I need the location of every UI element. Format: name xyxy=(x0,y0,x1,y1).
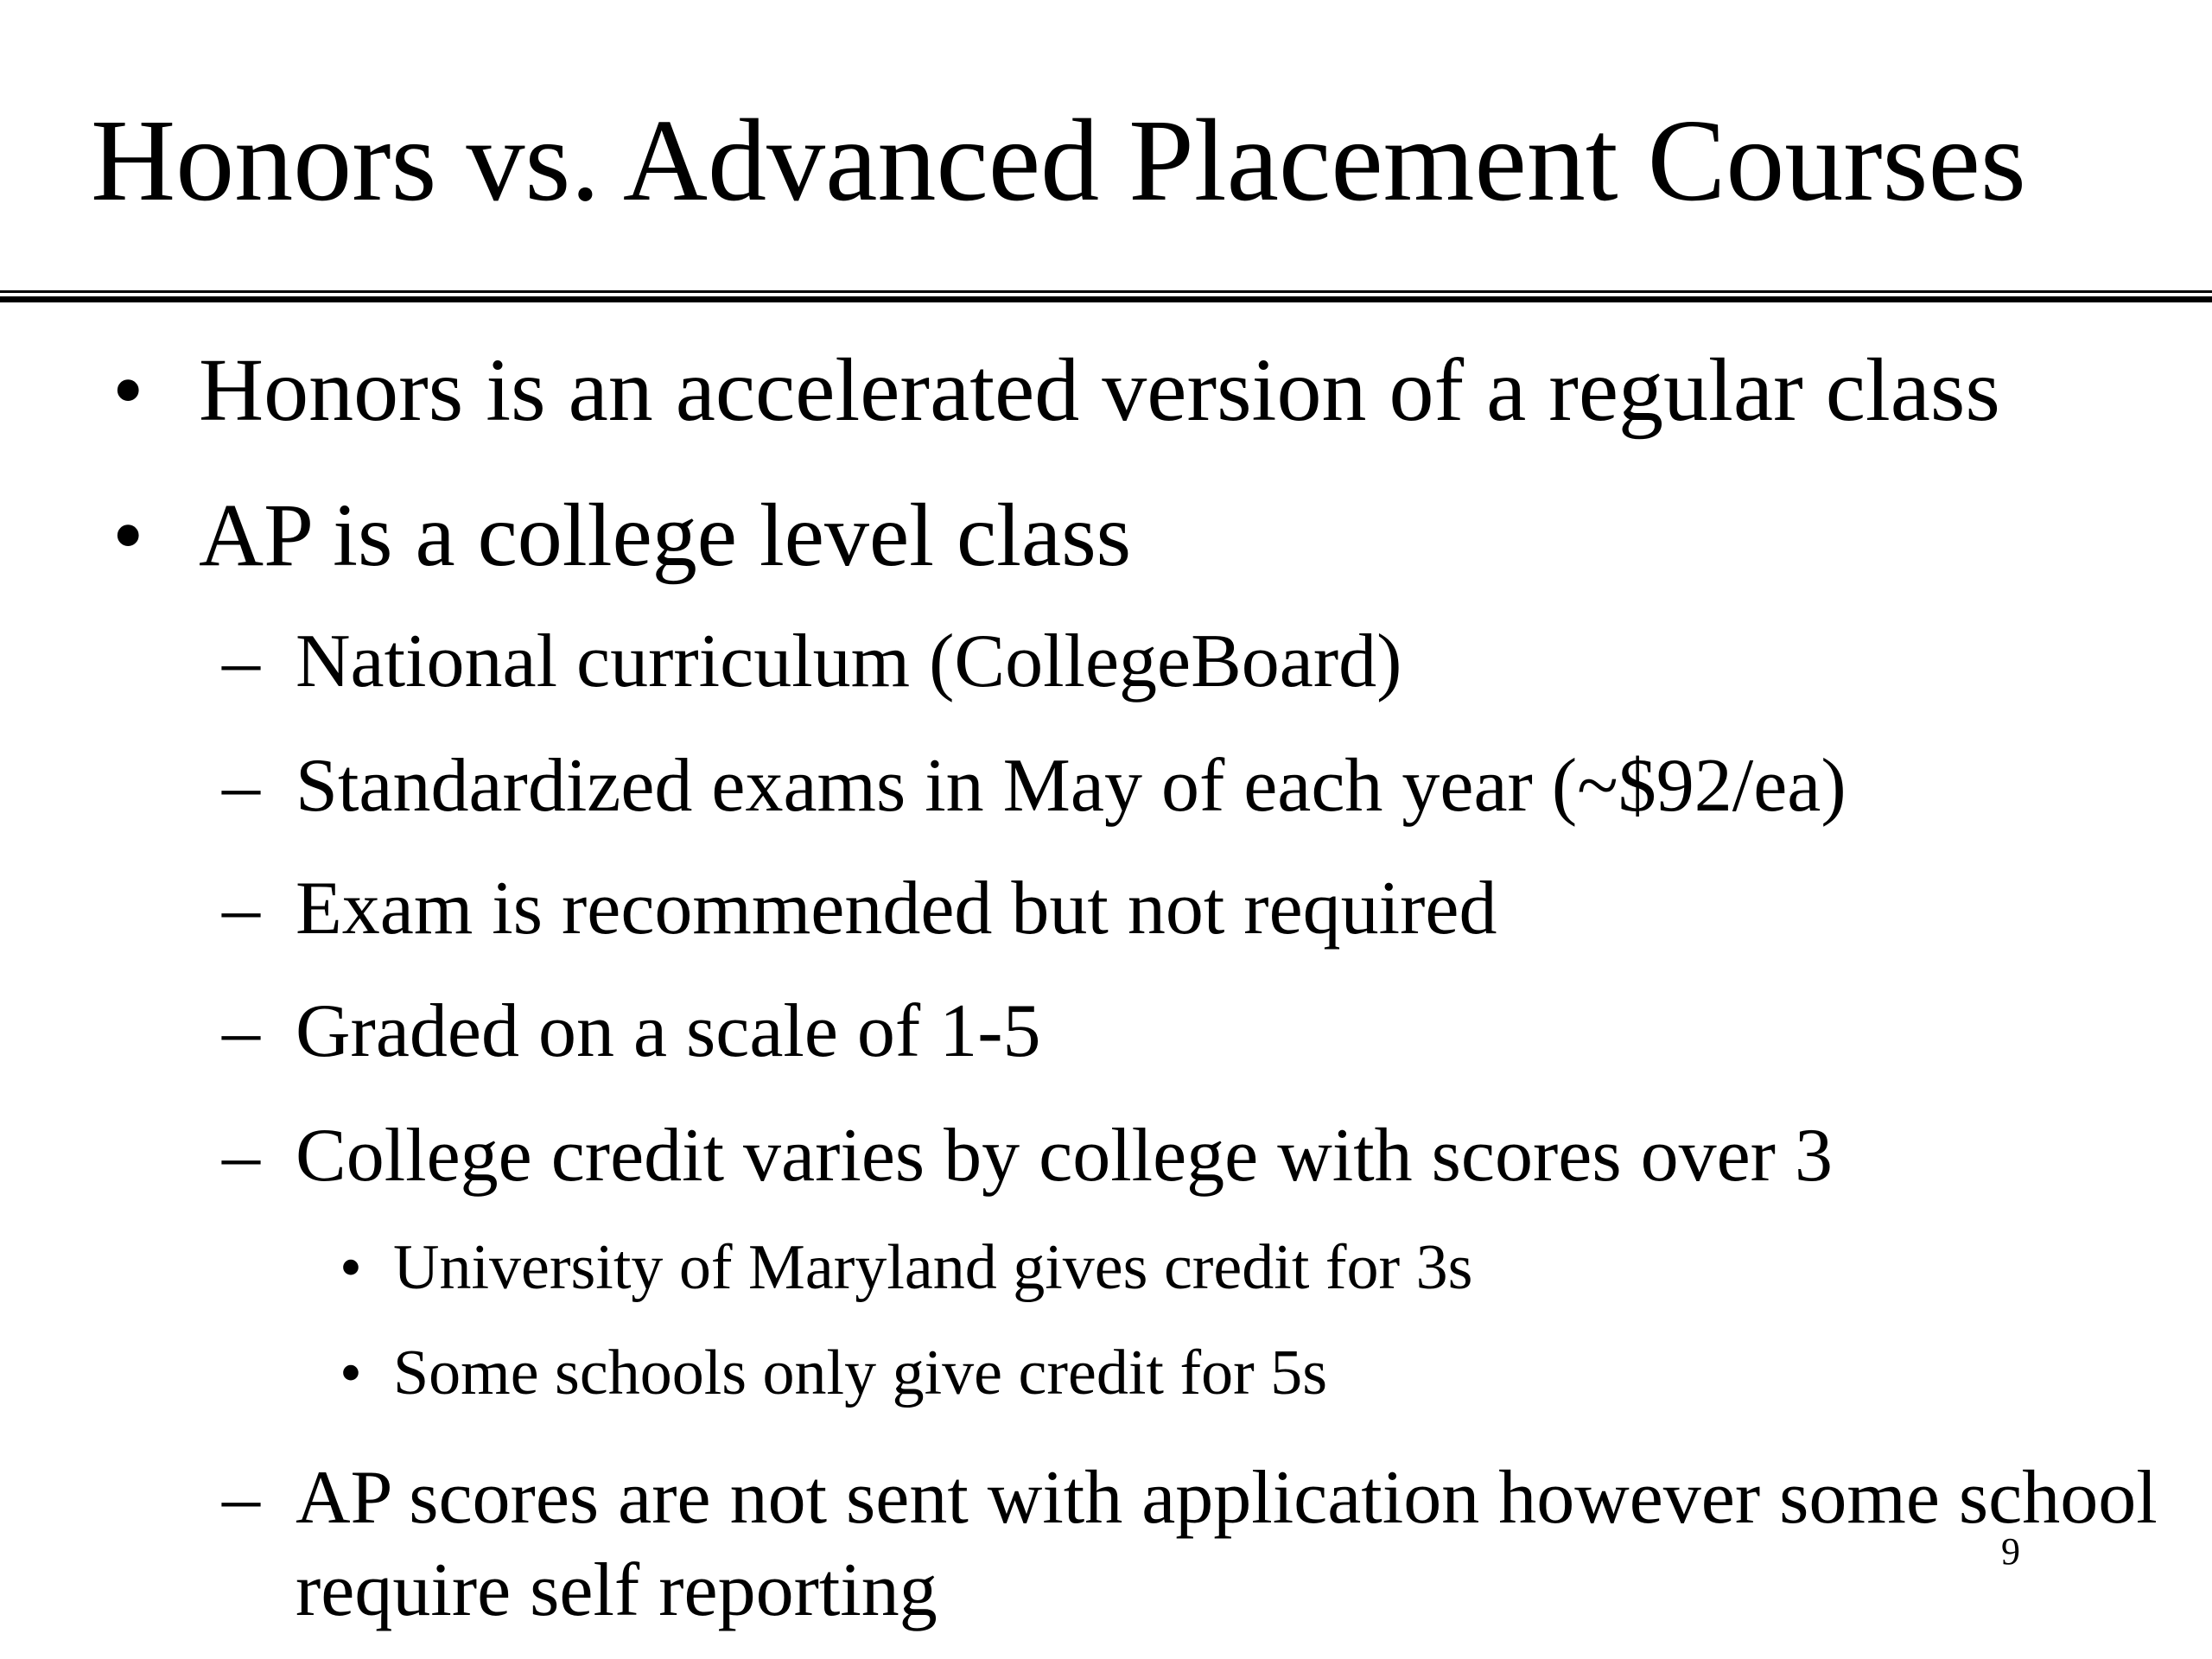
bullet-marker: • xyxy=(112,340,144,440)
sub-sub-bullet-marker: • xyxy=(340,1232,362,1303)
sub-bullet-marker: – xyxy=(222,989,260,1073)
sub-sub-bullet-maryland xyxy=(340,1232,1473,1303)
sub-bullet-graded xyxy=(222,989,1041,1073)
sub-bullet-marker: – xyxy=(222,1114,260,1198)
sub-bullet-marker: – xyxy=(222,1456,260,1540)
sub-bullet-text: National curriculum (CollegeBoard) xyxy=(296,620,1402,703)
sub-bullet-exams xyxy=(222,744,1847,828)
sub-sub-bullet-text: University of Maryland gives credit for 3s xyxy=(393,1232,1473,1303)
sub-bullet-text: AP scores are not sent with application however some school require self reporting xyxy=(296,1456,2158,1633)
sub-bullet-marker: – xyxy=(222,867,260,950)
bullet-honors xyxy=(112,340,2000,440)
sub-bullet-text: Standardized exams in May of each year (~$92/ea) xyxy=(296,744,1847,828)
sub-bullet-credit xyxy=(222,1114,1833,1198)
sub-bullet-marker: – xyxy=(222,620,260,703)
title-divider-thin-line xyxy=(0,290,2212,293)
sub-sub-bullet-some-schools xyxy=(340,1338,1328,1408)
sub-bullet-ap-scores xyxy=(222,1452,2179,1637)
sub-sub-bullet-marker: • xyxy=(340,1338,362,1408)
sub-bullet-marker: – xyxy=(222,744,260,828)
sub-bullet-curriculum xyxy=(222,620,1402,703)
sub-bullet-text: Graded on a scale of 1-5 xyxy=(296,989,1041,1073)
title-divider xyxy=(0,290,2212,302)
bullet-marker: • xyxy=(112,486,144,585)
sub-bullet-recommended xyxy=(222,867,1497,950)
title-divider-thick-line xyxy=(0,296,2212,302)
bullet-ap xyxy=(112,486,1132,585)
slide-title: Honors vs. Advanced Placement Courses xyxy=(91,96,2026,226)
bullet-text: AP is a college level class xyxy=(199,486,1132,585)
bullet-text: Honors is an accelerated version of a regular class xyxy=(199,340,2000,440)
sub-sub-bullet-text: Some schools only give credit for 5s xyxy=(393,1338,1328,1408)
page-number: 9 xyxy=(2001,1530,2020,1573)
sub-bullet-text: College credit varies by college with scores over 3 xyxy=(296,1114,1833,1198)
sub-bullet-text: Exam is recommended but not required xyxy=(296,867,1497,950)
